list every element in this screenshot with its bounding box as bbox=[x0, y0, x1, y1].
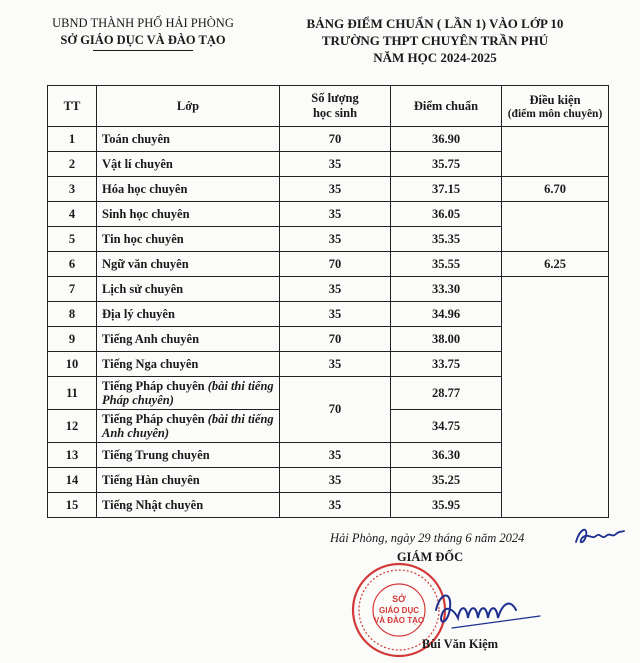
cell-diem: 34.75 bbox=[391, 410, 502, 443]
cell-so-luong: 35 bbox=[280, 227, 391, 252]
cell-lop: Tiếng Anh chuyên bbox=[97, 327, 280, 352]
table-row bbox=[48, 127, 609, 152]
authority-line-2: SỞ GIÁO DỤC VÀ ĐÀO TẠO bbox=[60, 33, 226, 47]
header-so-luong-line1: Số lượng bbox=[311, 91, 359, 105]
cell-diem: 35.75 bbox=[391, 152, 502, 177]
title-line-1: BẢNG ĐIỂM CHUẨN ( LẦN 1) VÀO LỚP 10 bbox=[306, 16, 564, 31]
cell-diem: 33.75 bbox=[391, 352, 502, 377]
cell-so-luong: 35 bbox=[280, 277, 391, 302]
cell-tt: 14 bbox=[48, 468, 97, 493]
table-row bbox=[48, 277, 609, 302]
title-line-2: TRƯỜNG THPT CHUYÊN TRẦN PHÚ bbox=[321, 33, 549, 48]
cell-dieu-kien: 6.25 bbox=[502, 252, 609, 277]
cell-lop: Địa lý chuyên bbox=[97, 302, 280, 327]
cell-diem: 33.30 bbox=[391, 277, 502, 302]
cell-lop-note: (bài thi tiếng Pháp chuyên) bbox=[102, 379, 274, 407]
cell-so-luong: 35 bbox=[280, 493, 391, 518]
cell-lop-note: (bài thi tiếng Anh chuyên) bbox=[102, 412, 274, 440]
cell-so-luong: 70 bbox=[280, 327, 391, 352]
cell-diem: 35.35 bbox=[391, 227, 502, 252]
cell-tt: 4 bbox=[48, 202, 97, 227]
cell-lop bbox=[97, 410, 280, 443]
cell-dieu-kien: 6.70 bbox=[502, 177, 609, 202]
authority-line-1: UBND THÀNH PHỐ HẢI PHÒNG bbox=[52, 16, 234, 30]
cell-lop-name: Tiếng Pháp chuyên bbox=[102, 379, 205, 393]
cell-so-luong: 35 bbox=[280, 443, 391, 468]
table-row bbox=[48, 202, 609, 227]
table-row bbox=[48, 177, 609, 202]
cell-diem: 35.25 bbox=[391, 468, 502, 493]
cell-lop: Lịch sử chuyên bbox=[97, 277, 280, 302]
cell-so-luong: 35 bbox=[280, 152, 391, 177]
cell-so-luong: 35 bbox=[280, 302, 391, 327]
cell-so-luong: 70 bbox=[280, 377, 391, 443]
header-tt: TT bbox=[48, 86, 97, 127]
cell-lop: Vật lí chuyên bbox=[97, 152, 280, 177]
cell-lop: Hóa học chuyên bbox=[97, 177, 280, 202]
cell-tt: 7 bbox=[48, 277, 97, 302]
cell-diem: 35.55 bbox=[391, 252, 502, 277]
cell-lop: Ngữ văn chuyên bbox=[97, 252, 280, 277]
cell-lop: Tiếng Hàn chuyên bbox=[97, 468, 280, 493]
cell-so-luong: 35 bbox=[280, 202, 391, 227]
stamp-center-line-3: VÀ ĐÀO TẠO bbox=[373, 616, 425, 625]
header-dieu-kien-line1: Điều kiện bbox=[529, 92, 581, 107]
cell-diem: 37.15 bbox=[391, 177, 502, 202]
signature bbox=[430, 580, 560, 640]
cell-diem: 34.96 bbox=[391, 302, 502, 327]
cell-dieu-kien bbox=[502, 202, 609, 252]
issuing-authority bbox=[48, 15, 238, 51]
cell-tt: 12 bbox=[48, 410, 97, 443]
cell-lop: Tiếng Nhật chuyên bbox=[97, 493, 280, 518]
cell-lop: Tin học chuyên bbox=[97, 227, 280, 252]
cell-diem: 28.77 bbox=[391, 377, 502, 410]
handwritten-initial bbox=[572, 522, 627, 550]
cell-lop bbox=[97, 377, 280, 410]
title-line-3: NĂM HỌC 2024-2025 bbox=[373, 50, 497, 65]
cell-dieu-kien bbox=[502, 277, 609, 518]
stamp-center-line-2: GIÁO DỤC bbox=[379, 606, 419, 615]
cell-tt: 11 bbox=[48, 377, 97, 410]
header-dieu-kien bbox=[502, 86, 609, 127]
cell-so-luong: 70 bbox=[280, 252, 391, 277]
header-dieu-kien-line2: (điểm môn chuyên) bbox=[507, 107, 603, 120]
cell-tt: 15 bbox=[48, 493, 97, 518]
cell-so-luong: 35 bbox=[280, 352, 391, 377]
cell-lop-name: Tiếng Pháp chuyên bbox=[102, 412, 205, 426]
cell-tt: 9 bbox=[48, 327, 97, 352]
signing-date: Hải Phòng, ngày 29 tháng 6 năm 2024 bbox=[330, 531, 525, 545]
cell-diem: 38.00 bbox=[391, 327, 502, 352]
cell-diem: 36.05 bbox=[391, 202, 502, 227]
header-diem-chuan: Điểm chuẩn bbox=[391, 86, 502, 127]
stamp-center-line-1: SỞ bbox=[392, 594, 406, 604]
table-header-row bbox=[48, 86, 609, 127]
cell-diem: 36.30 bbox=[391, 443, 502, 468]
cell-so-luong: 70 bbox=[280, 127, 391, 152]
cell-tt: 3 bbox=[48, 177, 97, 202]
cell-lop: Tiếng Trung chuyên bbox=[97, 443, 280, 468]
cell-lop: Tiếng Nga chuyên bbox=[97, 352, 280, 377]
cell-tt: 1 bbox=[48, 127, 97, 152]
cell-so-luong: 35 bbox=[280, 177, 391, 202]
document-title bbox=[270, 15, 600, 66]
cell-tt: 5 bbox=[48, 227, 97, 252]
cell-tt: 13 bbox=[48, 443, 97, 468]
cell-dieu-kien bbox=[502, 127, 609, 177]
authority-underline bbox=[93, 50, 193, 51]
admission-score-table bbox=[47, 85, 609, 518]
cell-tt: 10 bbox=[48, 352, 97, 377]
header-lop: Lớp bbox=[97, 86, 280, 127]
cell-lop: Toán chuyên bbox=[97, 127, 280, 152]
cell-tt: 2 bbox=[48, 152, 97, 177]
signer-name: Bùi Văn Kiệm bbox=[421, 637, 499, 651]
signer-title: GIÁM ĐỐC bbox=[396, 550, 464, 564]
cell-diem: 36.90 bbox=[391, 127, 502, 152]
cell-tt: 6 bbox=[48, 252, 97, 277]
table-row bbox=[48, 252, 609, 277]
header-so-luong bbox=[280, 86, 391, 127]
cell-so-luong: 35 bbox=[280, 468, 391, 493]
cell-diem: 35.95 bbox=[391, 493, 502, 518]
header-so-luong-line2: học sinh bbox=[312, 106, 358, 120]
cell-tt: 8 bbox=[48, 302, 97, 327]
cell-lop: Sinh học chuyên bbox=[97, 202, 280, 227]
